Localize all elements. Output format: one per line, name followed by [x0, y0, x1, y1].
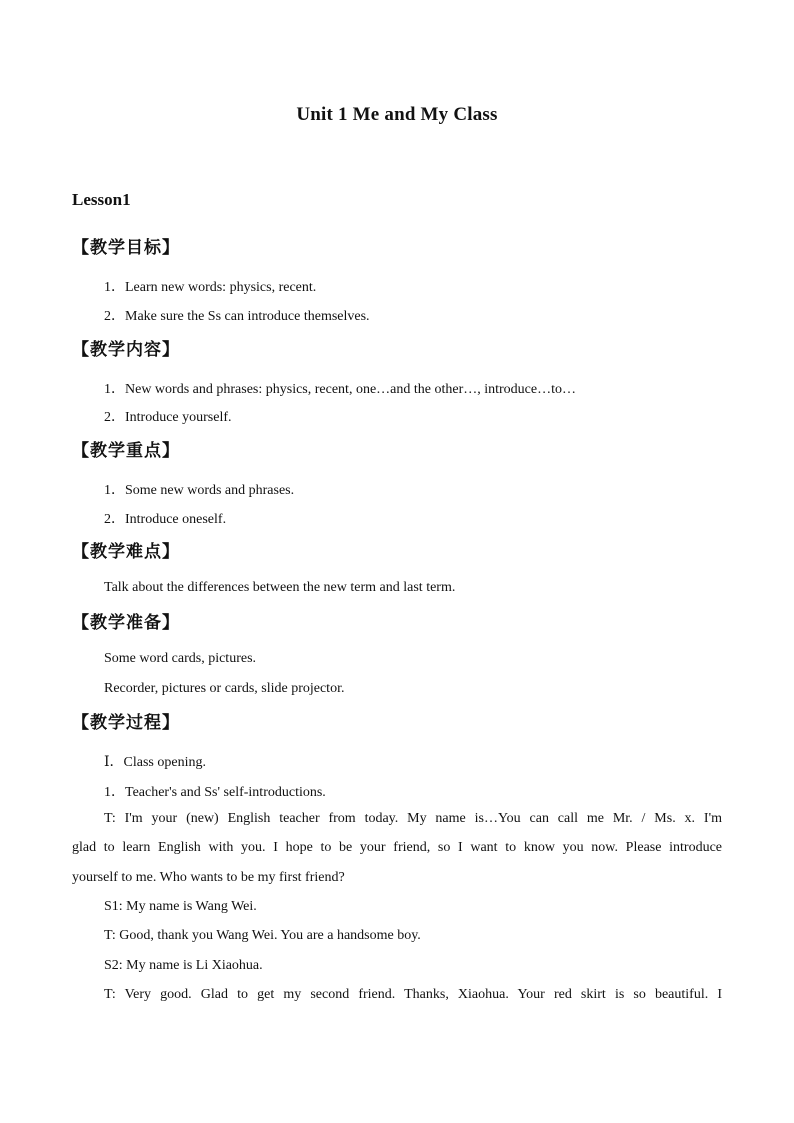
- dialogue-line: S1: My name is Wang Wei.: [104, 899, 257, 914]
- content-item: 1．New words and phrases: physics, recent, one…and the other…, introduce…to…: [104, 382, 576, 397]
- section-heading-content: 【教学内容】: [72, 340, 180, 360]
- key-point-item: 2．Introduce oneself.: [104, 512, 227, 527]
- section-heading-difficulties: 【教学难点】: [72, 542, 180, 562]
- dialogue-line: T: I'm your (new) English teacher from today. My name is…You can call me Mr. / Ms. x. I'm: [104, 811, 722, 826]
- dialogue-line: T: Very good. Glad to get my second friend. Thanks, Xiaohua. Your red skirt is so beautiful. I: [104, 987, 722, 1002]
- process-substep: 1．Teacher's and Ss' self-introductions.: [104, 785, 326, 800]
- dialogue-line: T: Good, thank you Wang Wei. You are a handsome boy.: [104, 928, 421, 943]
- dialogue-line: S2: My name is Li Xiaohua.: [104, 958, 263, 973]
- lesson-heading: Lesson1: [72, 190, 131, 209]
- dialogue-line: glad to learn English with you. I hope to be your friend, so I want to know you now. Please introduce: [72, 840, 722, 855]
- section-heading-goals: 【教学目标】: [72, 238, 180, 258]
- section-heading-key-points: 【教学重点】: [72, 441, 180, 461]
- content-item: 2．Introduce yourself.: [104, 410, 232, 425]
- page-title: Unit 1 Me and My Class: [296, 104, 498, 125]
- goal-item: 1．Learn new words: physics, recent.: [104, 280, 317, 295]
- goal-item: 2．Make sure the Ss can introduce themselves.: [104, 309, 370, 324]
- key-point-item: 1．Some new words and phrases.: [104, 483, 295, 498]
- section-heading-process: 【教学过程】: [72, 713, 180, 733]
- preparation-item: Recorder, pictures or cards, slide projector.: [104, 681, 345, 696]
- difficulty-item: Talk about the differences between the new term and last term.: [104, 580, 456, 595]
- process-step: Ⅰ．Class opening.: [104, 755, 206, 770]
- section-heading-preparation: 【教学准备】: [72, 613, 180, 633]
- preparation-item: Some word cards, pictures.: [104, 651, 257, 666]
- dialogue-line: yourself to me. Who wants to be my first friend?: [72, 870, 345, 885]
